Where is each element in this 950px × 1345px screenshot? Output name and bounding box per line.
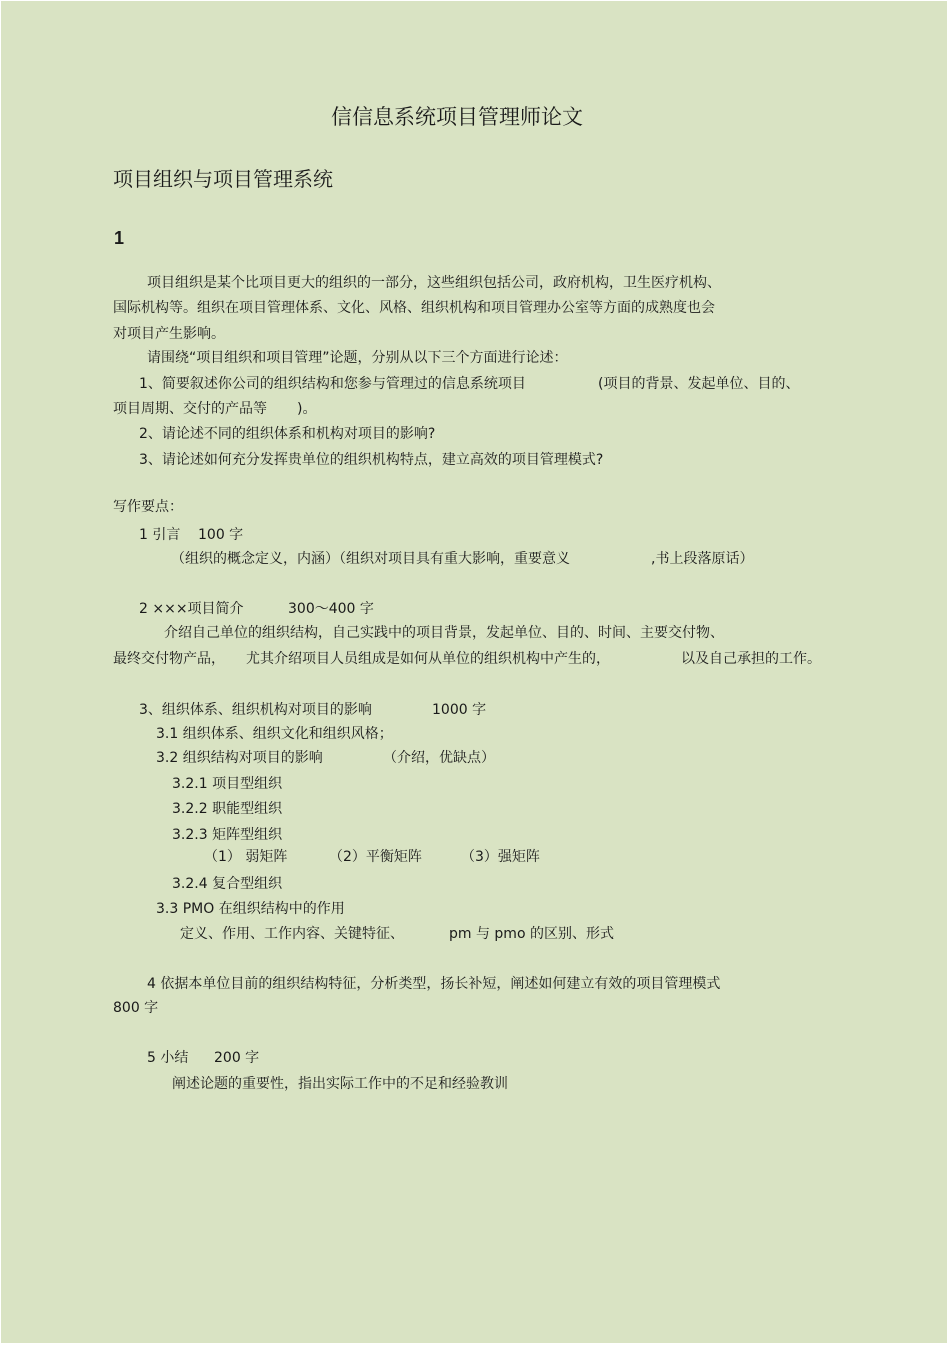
matrix-type-balanced: （2）平衡矩阵: [329, 849, 422, 865]
question-1-part-a: 1、简要叙述你公司的组织结构和您参与管理过的信息系统项目: [139, 376, 526, 392]
point-3-1: 3.1 组织体系、组织文化和组织风格；: [156, 726, 393, 742]
question-3: 3、请论述如何充分发挥贵单位的组织机构特点，建立高效的项目管理模式?: [139, 452, 604, 468]
point-3-3: 3.3 PMO 在组织结构中的作用: [156, 901, 345, 917]
point-3-3-description-a: 定义、作用、工作内容、关键特征、: [180, 926, 404, 942]
point-1-word-count: 100 字: [198, 527, 244, 543]
point-4-word-count: 800 字: [113, 1000, 159, 1016]
intro-line-3: 对项目产生影响。: [113, 326, 225, 342]
point-3-3-description-b: pm 与 pmo 的区别、形式: [449, 926, 614, 942]
point-2-description-2c: 以及自己承担的工作。: [681, 651, 821, 667]
document-page: [1, 1, 947, 1343]
point-3-2-label: 3.2 组织结构对项目的影响: [156, 750, 323, 766]
point-3-2-1: 3.2.1 项目型组织: [172, 776, 283, 792]
point-5-description: 阐述论题的重要性，指出实际工作中的不足和经验教训: [172, 1076, 508, 1092]
section-number: 1: [114, 228, 125, 248]
point-2-description-2a: 最终交付物产品，: [113, 651, 225, 667]
question-1-part-c: 项目周期、交付的产品等: [113, 401, 267, 417]
point-3-label: 3、组织体系、组织机构对项目的影响: [139, 702, 372, 718]
point-2-description-line-1: 介绍自己单位的组织结构，自己实践中的项目背景，发起单位、目的、时间、主要交付物、: [164, 625, 724, 641]
matrix-type-weak: （1） 弱矩阵: [204, 849, 288, 865]
intro-line-2: 国际机构等。组织在项目管理体系、文化、风格、组织机构和项目管理办公室等方面的成熟度也会: [113, 300, 715, 316]
point-1-description-a: （组织的概念定义，内涵）（组织对项目具有重大影响，重要意义: [171, 551, 570, 567]
point-3-2-note: （介绍，优缺点）: [383, 750, 495, 766]
point-4: 4 依据本单位目前的组织结构特征，分析类型，扬长补短，阐述如何建立有效的项目管理模式: [147, 976, 721, 992]
intro-line-1: 项目组织是某个比项目更大的组织的一部分，这些组织包括公司，政府机构，卫生医疗机构、: [147, 275, 721, 291]
question-2: 2、请论述不同的组织体系和机构对项目的影响?: [139, 426, 436, 442]
point-3-2-2: 3.2.2 职能型组织: [172, 801, 283, 817]
question-1-part-b: (项目的背景、发起单位、目的、: [598, 376, 800, 392]
matrix-type-strong: （3）强矩阵: [461, 849, 540, 865]
point-3-word-count: 1000 字: [432, 702, 487, 718]
point-3-2-3: 3.2.3 矩阵型组织: [172, 827, 283, 843]
point-2-label: 2 ×××项目简介: [139, 601, 244, 617]
point-1-label: 1 引言: [139, 527, 181, 543]
writing-points-heading: 写作要点：: [113, 499, 183, 515]
document-subtitle: 项目组织与项目管理系统: [113, 167, 333, 191]
point-3-2-4: 3.2.4 复合型组织: [172, 876, 283, 892]
point-5-label: 5 小结: [147, 1050, 189, 1066]
point-5-word-count: 200 字: [214, 1050, 260, 1066]
prompt-line: 请围绕“项目组织和项目管理”论题，分别从以下三个方面进行论述：: [147, 350, 568, 366]
point-2-description-2b: 尤其介绍项目人员组成是如何从单位的组织机构中产生的，: [246, 651, 610, 667]
question-1-part-d: )。: [297, 401, 317, 417]
point-2-word-count: 300～400 字: [288, 601, 374, 617]
point-1-description-b: ,书上段落原话）: [651, 551, 754, 567]
document-title: 信信息系统项目管理师论文: [331, 105, 583, 129]
